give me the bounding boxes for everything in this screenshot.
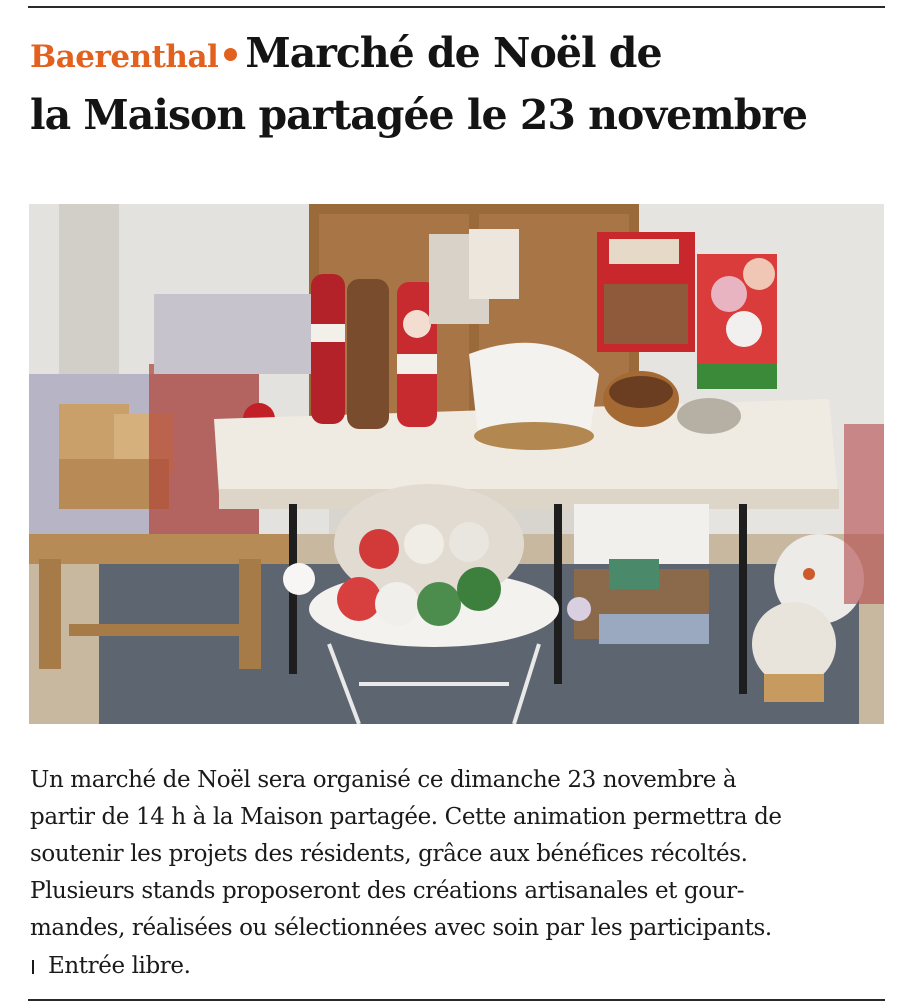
body-line-2: partir de 14 h à la Maison partagée. Cette animation permettra de — [30, 804, 782, 830]
info-text: Entrée libre. — [48, 953, 191, 979]
bottom-rule — [28, 999, 885, 1001]
top-rule — [28, 6, 885, 8]
title-line-1: Marché de Noël de — [245, 29, 662, 77]
info-mark-icon — [32, 960, 34, 974]
bullet-dot-icon — [224, 48, 237, 61]
article-photo — [29, 204, 884, 724]
body-line-1: Un marché de Noël sera organisé ce dimanche 23 novembre à — [30, 767, 737, 793]
body-line-3: soutenir les projets des résidents, grâce aux bénéfices récoltés. — [30, 841, 748, 867]
body-line-5: mandes, réalisées ou sélectionnées avec soin par les participants. — [30, 915, 772, 941]
title-line-2: la Maison partagée le 23 novembre — [30, 91, 807, 139]
article-headline — [30, 24, 880, 144]
article-body — [30, 762, 890, 985]
body-line-4: Plusieurs stands proposeront des créations artisanales et gour- — [30, 878, 745, 904]
article-kicker: Baerenthal — [30, 39, 219, 75]
info-line — [30, 948, 890, 985]
